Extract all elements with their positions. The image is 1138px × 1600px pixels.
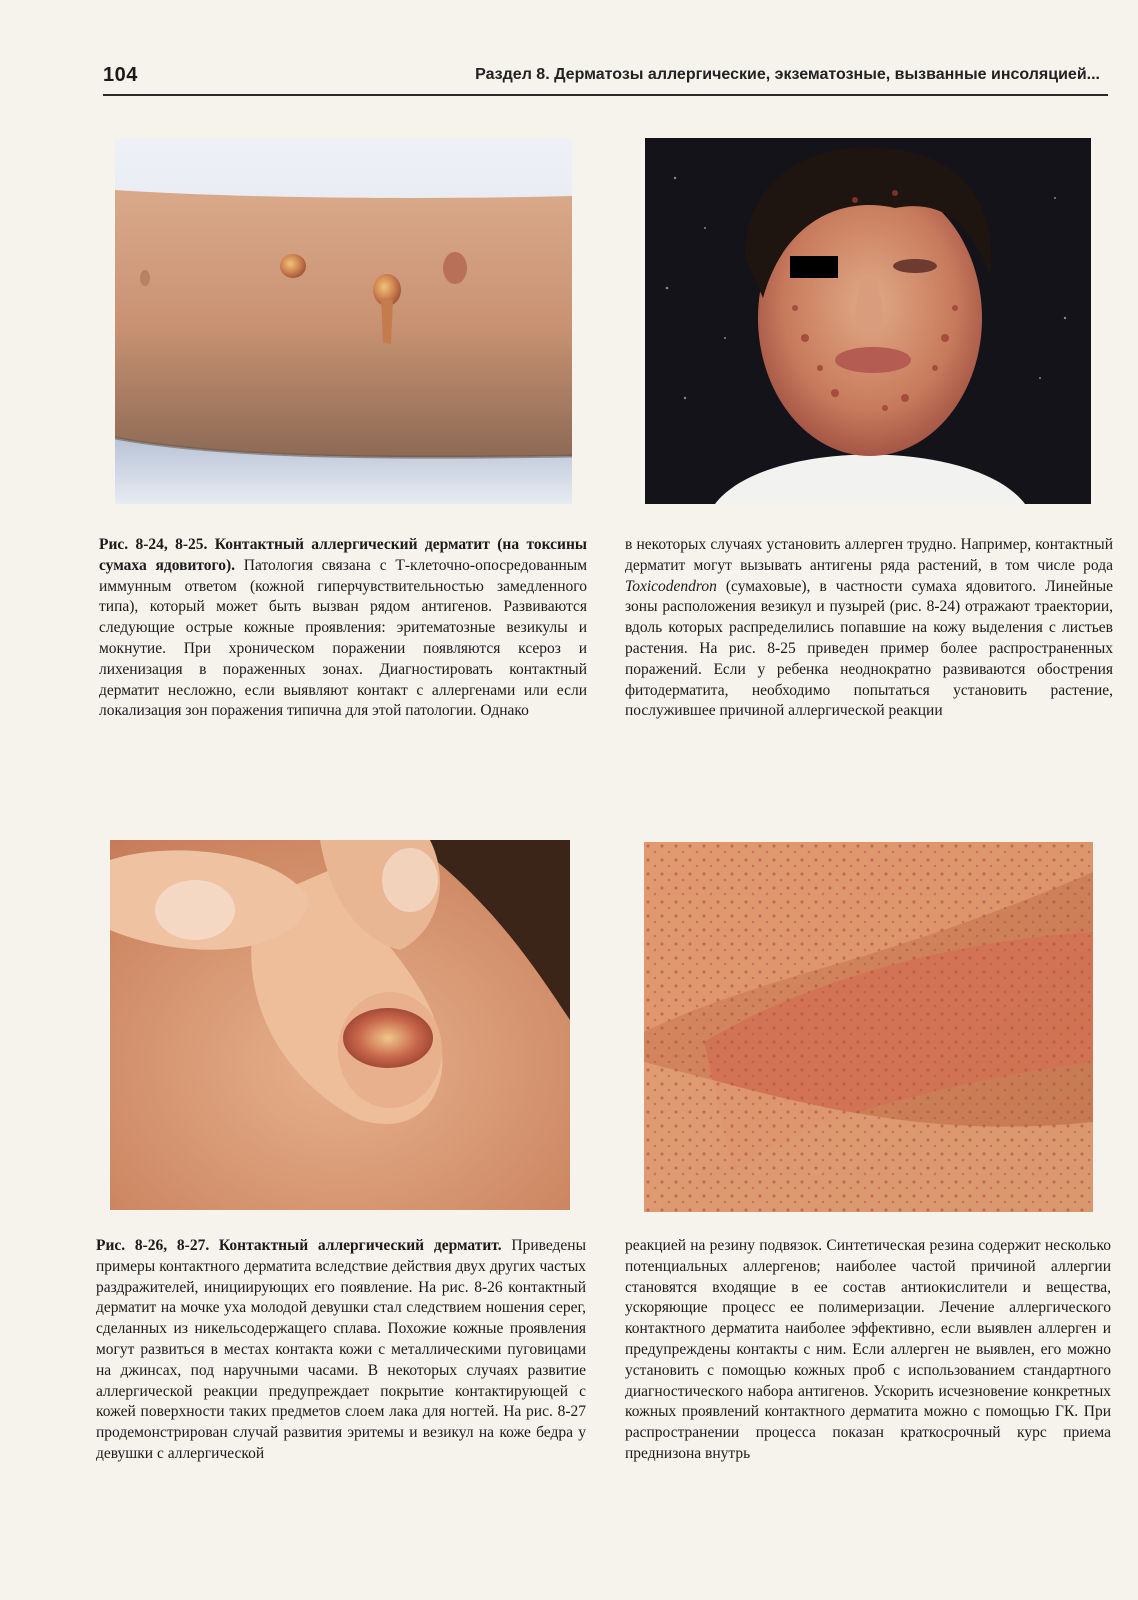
- page-number: 104: [103, 64, 138, 86]
- photo-earlobe-dermatitis: [110, 840, 570, 1210]
- caption-fig-8-26-27-left: [96, 1236, 586, 1465]
- photo-thigh-erythema: [644, 842, 1093, 1212]
- caption-title-8-24-25: Рис. 8-24, 8-25. Контактный аллергический дерматит (на токсины сумаха ядовитого).: [99, 536, 587, 574]
- section-title: Раздел 8. Дерматозы аллергические, экзематозные, вызванные инсоляцией...: [475, 66, 1100, 83]
- photo-face-dermatitis: [645, 138, 1091, 504]
- caption-fig-8-24-25-left: [99, 535, 587, 722]
- caption-body-8-24-25-right-part2: (сумаховые), в частности сумаха ядовитого. Линейные зоны расположения везикул и пузырей (рис. 8-24) отражают траектории, вдоль которых распределились попавшие на кожу выделения с листьев растения. На рис. 8-25 приведен пример более распространенных поражений. Если у ребенка неоднократно развиваются обострения фитодерматита, необходимо попытаться установить растение, послужившее причиной аллергической реакции: [625, 577, 1113, 720]
- caption-body-8-24-25-left: Патология связана с Т-клеточно-опосредованным иммунным ответом (кожной гиперчувствительностью замедленного типа), который может быть вызван рядом антигенов. Развиваются следующие острые кожные проявления: эритематозные везикулы и мокнутие. При хроническом поражении появляются ксероз и лихенизация в пораженных зонах. Диагностировать контактный дерматит несложно, если выявляют контакт с аллергенами или если локализация зон поражения типична для этой патологии. Однако: [99, 556, 588, 720]
- caption-title-8-26-27: Рис. 8-26, 8-27. Контактный аллергический дерматит.: [96, 1237, 502, 1254]
- photo-forearm-vesicles: [115, 138, 572, 504]
- caption-body-8-26-27-right: реакцией на резину подвязок. Синтетическая резина содержит несколько потенциальных аллергенов; наиболее частой причиной аллергии становятся входящие в ее состав антиокислители и вещества, ускоряющие процесс ее полимеризации. Лечение аллергического контактного дерматита наиболее эффективно, если выявлен аллерген и предупреждены контакты с ним. Если аллерген не выявлен, его можно установить с помощью кожных проб с использованием стандартного диагностического набора антигенов. Ускорить исчезновение конкретных кожных проявлений контактного дерматита можно с помощью ГК. При распространении процесса показан краткосрочный курс приема преднизона внутрь: [625, 1237, 1111, 1462]
- caption-fig-8-24-25-right: [625, 535, 1113, 722]
- genus-name: Toxicodendron: [625, 577, 717, 595]
- running-header: [103, 62, 1108, 96]
- caption-fig-8-26-27-right: [625, 1236, 1111, 1465]
- caption-body-8-24-25-right-part1: в некоторых случаях установить аллерген трудно. Например, контактный дерматит могут вызывать антигены ряда растений, в том числе рода: [625, 536, 1113, 574]
- caption-body-8-26-27-left: Приведены примеры контактного дерматита вследствие действия двух других частых раздражителей, инициирующих его появление. На рис. 8-26 контактный дерматит на мочке уха молодой девушки стал следствием ношения серег, сделанных из никельсодержащего сплава. Похожие кожные проявления могут развиться в местах контакта кожи с металлическими пуговицами на джинсах, под наручными часами. В некоторых случаях развитие аллергической реакции предупреждает покрытие контактирующей с кожей поверхности таких предметов слоем лака для ногтей. На рис. 8-27 продемонстрирован случай развития эритемы и везикул на коже бедра у девушки с аллергической: [96, 1237, 586, 1462]
